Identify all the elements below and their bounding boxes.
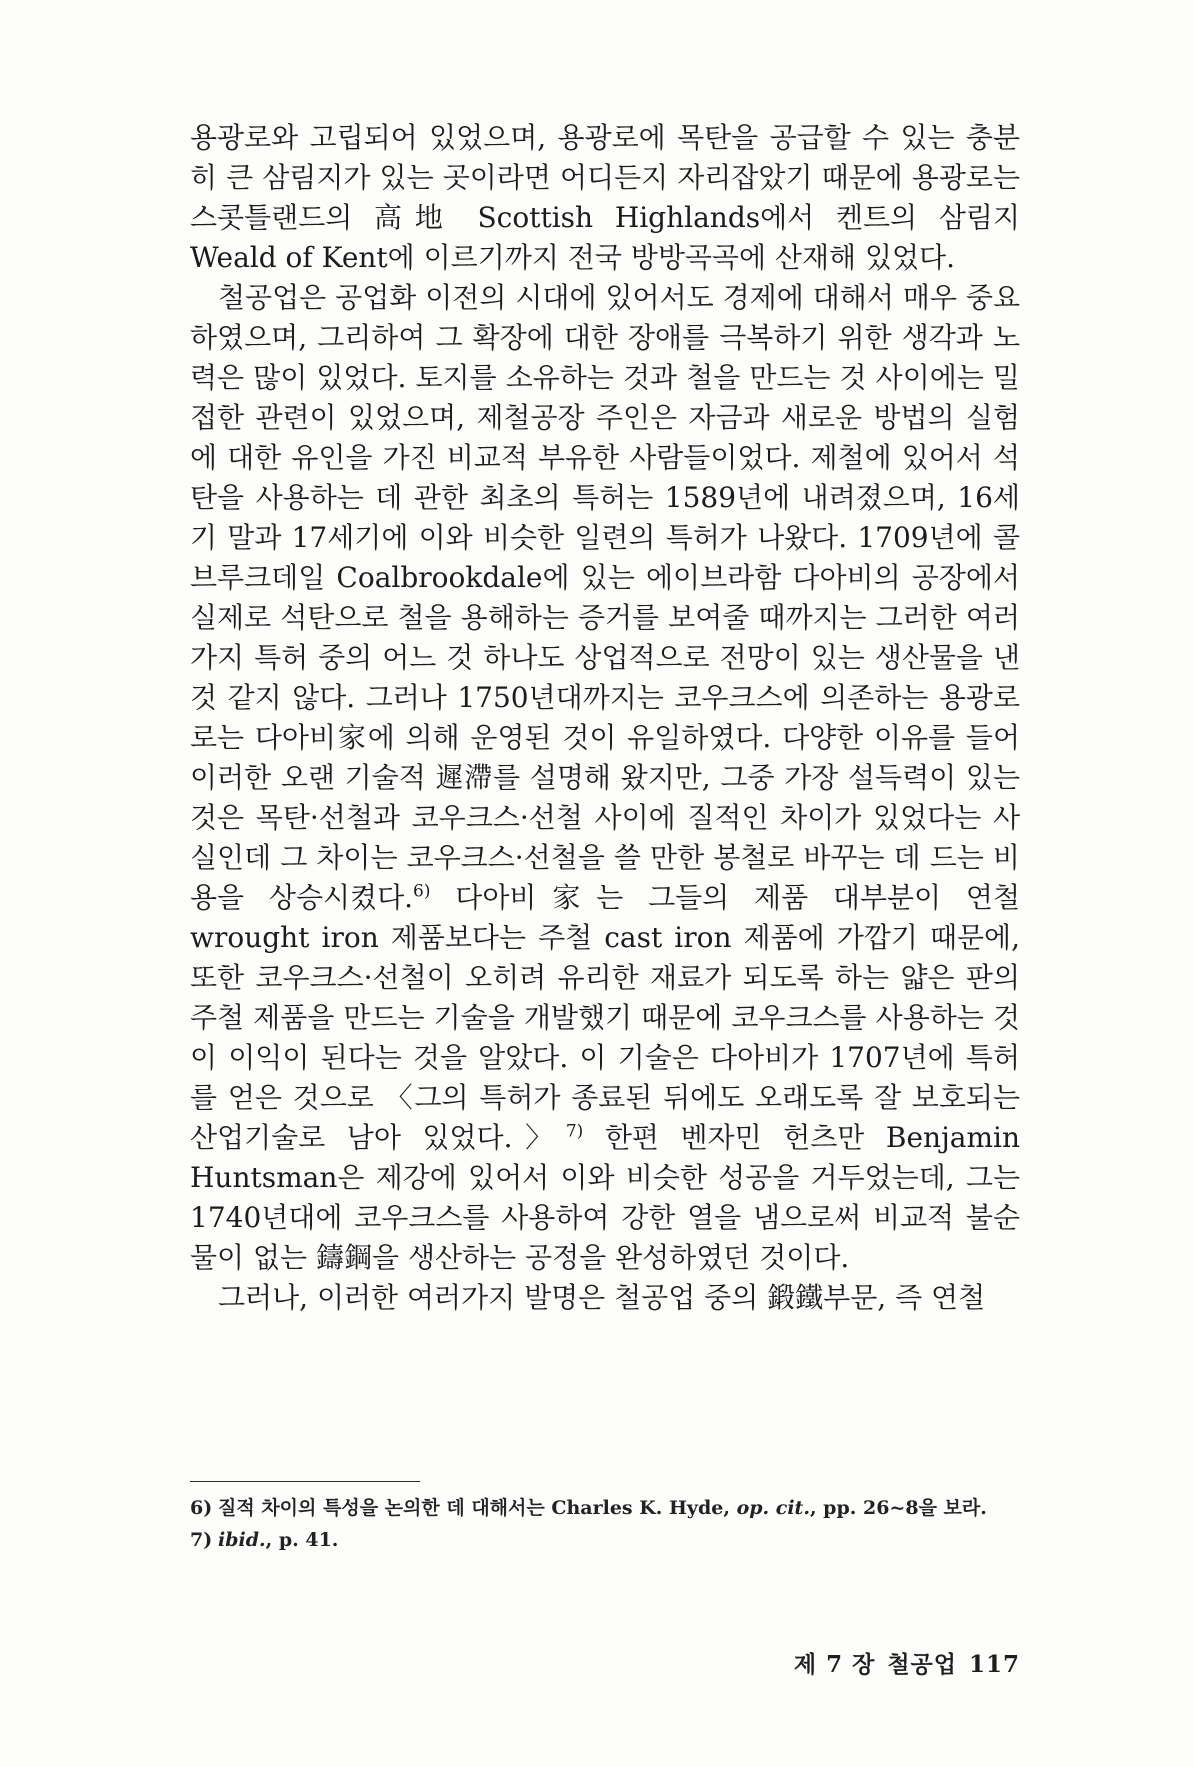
chapter-title: 철공업 bbox=[887, 1651, 957, 1678]
footnote-ref-6[interactable]: 6) bbox=[413, 881, 431, 902]
paragraph-2-part-b: 다아비家는 그들의 제품 대부분이 연철 wrought iron 제품보다는 주철 cast iron 제품에 가깝기 때문에, 또한 코우크스·선철이 오히려 유리한 재료가 되도록 하는 얇은 판의 주철 제품을 만드는 기술을 개발했기 때문에 코우크스를 사용하는 것이 이익이 된다는 것을 알았다. 이 기술은 다아비가 1707년에 특허를 얻은 것으로 〈그의 특허가 종료된 뒤에도 오래도록 잘 보호되는 산업기술로 남아 있었다.〉 bbox=[190, 881, 1020, 1154]
footnote-number: 6) bbox=[190, 1497, 213, 1519]
footnote-ref-7[interactable]: 7) bbox=[565, 1121, 584, 1142]
footnote-number: 7) bbox=[190, 1529, 213, 1551]
paragraph-2-part-a: 철공업은 공업화 이전의 시대에 있어서도 경제에 대해서 매우 중요하였으며, 그리하여 그 확장에 대한 장애를 극복하기 위한 생각과 노력은 많이 있었다. 토지를 소유하는 것과 철을 만드는 것 사이에는 밀접한 관련이 있었으며, 제철공장 주인은 자금과 새로운 방법의 실험에 대한 유인을 가진 비교적 부유한 사람들이었다. 제철에 있어서 석탄을 사용하는 데 관한 최초의 특허는 1589년에 내려졌으며, 16세기 말과 17세기에 이와 비슷한 일련의 특허가 나왔다. 1709년에 콜브루크데일 Coalbrookdale에 있는 에이브라함 다아비의 공장에서 실제로 석탄으로 철을 용해하는 증거를 보여줄 때까지는 그러한 여러가지 특허 중의 어느 것 하나도 상업적으로 전망이 있는 생산물을 낸 것 같지 않다. 그러나 1750년대까지는 코우크스에 의존하는 용광로로는 다아비家에 의해 운영된 것이 유일하였다. 다양한 이유를 들어 이러한 오랜 기술적 遲滯를 설명해 왔지만, 그중 가장 설득력이 있는 것은 목탄·선철과 코우크스·선철 사이에 질적인 차이가 있었다는 사실인데 그 차이는 코우크스·선철을 쓸 만한 봉철로 바꾸는 데 드는 비용을 상승시켰다. bbox=[190, 281, 1020, 914]
footnote-italic: op. cit. bbox=[736, 1497, 810, 1519]
footnote-7 bbox=[190, 1524, 1020, 1556]
paragraph-2-part-c: 한편 벤자민 헌츠만 Benjamin Huntsman은 제강에 있어서 이와 비슷한 성공을 거두었는데, 그는 1740년대에 코우크스를 사용하여 강한 열을 냄으로써 비교적 불순물이 없는 鑄鋼을 생산하는 공정을 완성하였던 것이다. bbox=[190, 1121, 1020, 1274]
paragraph-2 bbox=[190, 278, 1020, 1278]
footnote-divider bbox=[190, 1481, 420, 1482]
footnotes bbox=[190, 1492, 1020, 1556]
paragraph-1: 용광로와 고립되어 있었으며, 용광로에 목탄을 공급할 수 있는 충분히 큰 삼림지가 있는 곳이라면 어디든지 자리잡았기 때문에 용광로는 스콧틀랜드의 高地 Scottish Highlands에서 켄트의 삼림지 Weald of Kent에 이르기까지 전국 방방곡곡에 산재해 있었다. bbox=[190, 121, 1020, 274]
running-footer bbox=[782, 1646, 1020, 1679]
paragraph-3: 그러나, 이러한 여러가지 발명은 철공업 중의 鍛鐵부문, 즉 연철 bbox=[218, 1281, 986, 1314]
footnote-italic: ibid. bbox=[218, 1529, 266, 1551]
footnote-text: 질적 차이의 특성을 논의한 데 대해서는 Charles K. Hyde, bbox=[218, 1497, 737, 1519]
body-text bbox=[190, 118, 1020, 1318]
footnote-text-end: , pp. 26~8을 보라. bbox=[809, 1497, 987, 1519]
chapter-label: 제 7 장 bbox=[793, 1651, 876, 1678]
footnote-6 bbox=[190, 1492, 1020, 1524]
page-number: 117 bbox=[968, 1651, 1020, 1678]
footnote-text-end: , p. 41. bbox=[265, 1529, 339, 1551]
